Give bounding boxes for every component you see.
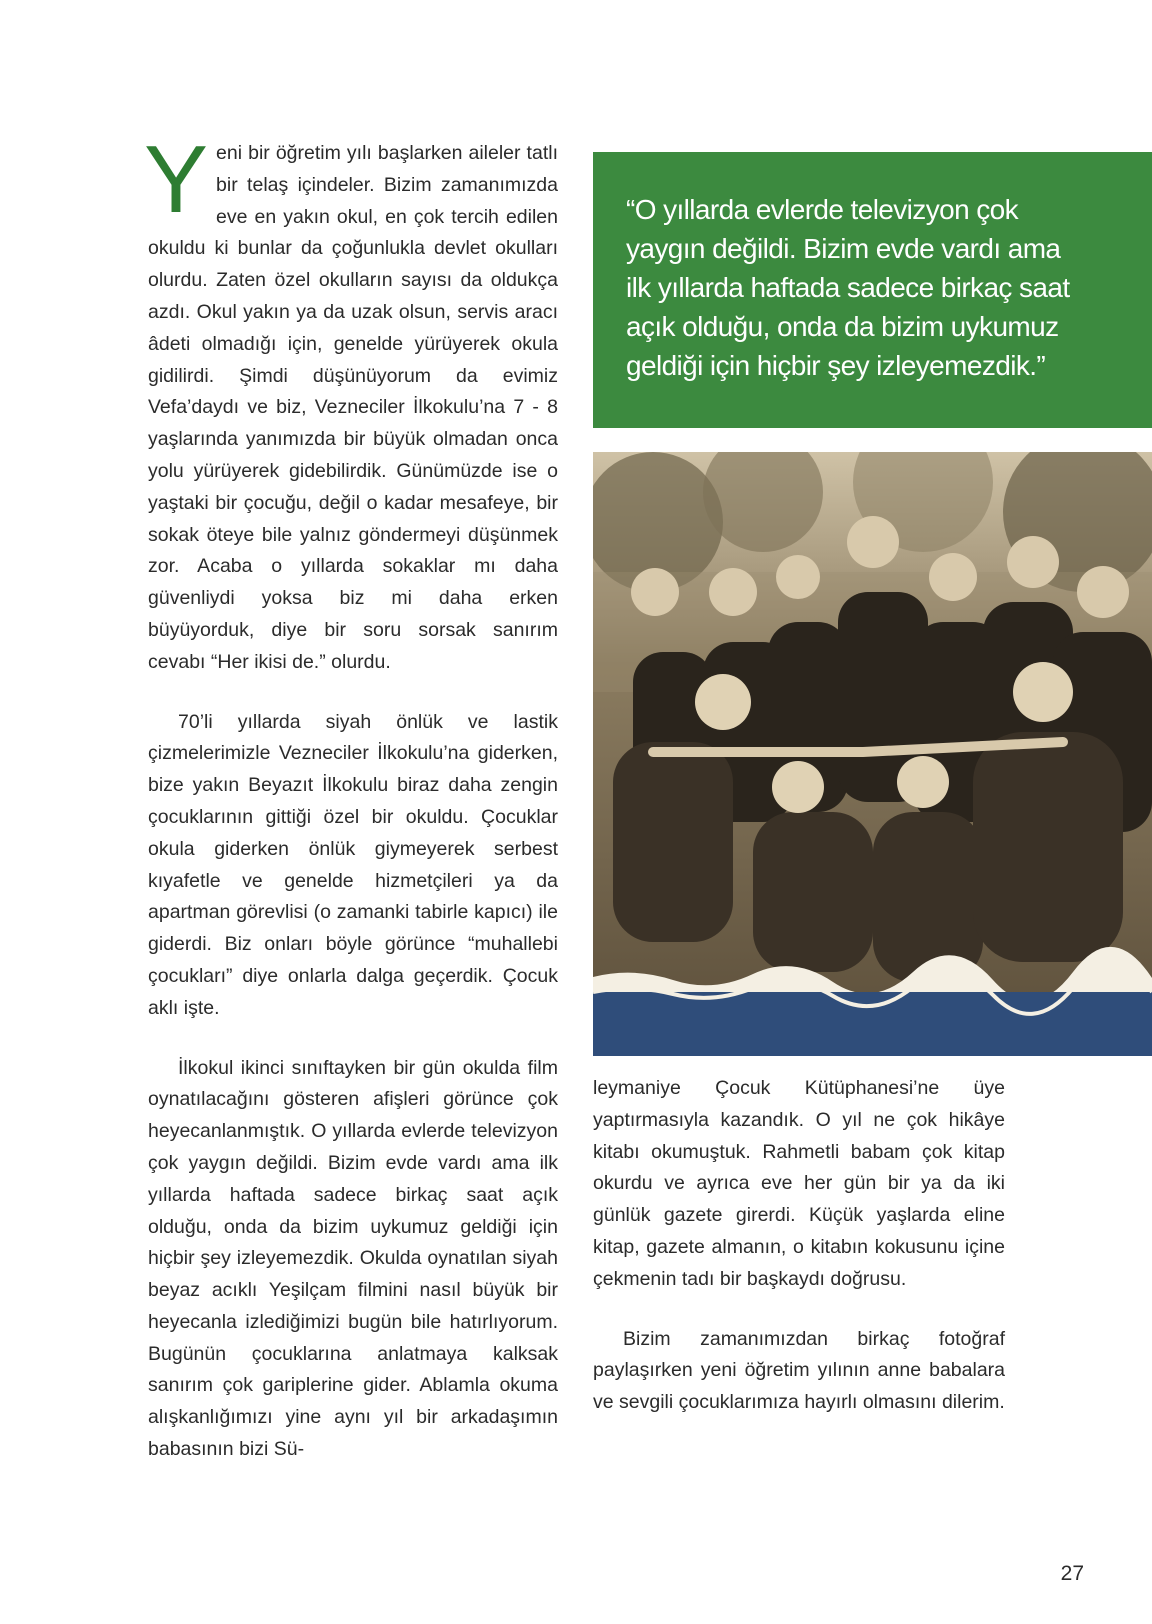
pull-quote-text: “O yıllarda evlerde televizyon çok yaygın değildi. Bizim evde vardı ama ilk yıllarda haftada sadece birkaç saat açık olduğu, onda da bizim uykumuz geldiği için hiçbir şey izleyemezdik.” [626, 194, 1070, 381]
paragraph-1-text: eni bir öğretim yılı başlarken aileler tatlı bir telaş içindeler. Bizim zamanımızda eve en yakın okul, en çok tercih edilen okuldu ki bunlar da çoğunlukla devlet okulları olurdu. Zaten özel okulların sayısı da oldukça azdı. Okul yakın ya da uzak olsun, servis aracı âdeti olmadığı için, genelde yürüyerek okula gidilirdi. Şimdi düşünüyorum da evimiz Vefa’daydı ve biz, Vezneciler İlkokulu’na 7 - 8 yaşlarında yanımızda bir büyük olmadan onca yolu yürüyerek gidebilirdik. Günümüzde ise o yaştaki bir çocuğu, değil o kadar mesafeye, bir sokak öteye bile yalnız göndermeyi düşünmek zor. Acaba o yıllarda sokaklar mı daha güvenliydi yoksa biz mi daha erken büyüyorduk, diye bir soru sorsak sanırım cevabı “Her ikisi de.” olurdu. [148, 142, 558, 673]
article-paragraph-1 [144, 126, 558, 679]
right-column [593, 1073, 1005, 1447]
article-paragraph-2: 70’li yıllarda siyah önlük ve lastik çizmelerimizle Vezneciler İlkokulu’na giderken, bize yakın Beyazıt İlkokulu biraz daha zengin çocuklarının gittiği özel bir okuldu. Çocuklar okula giderken önlük giymeyerek serbest kıyafetle ve genelde hizmetçileri ya da apartman görevlisi (o zamanki tabirle kapıcı) ile giderdi. Biz onları böyle görünce “muhallebi çocukları” diye onlarla dalga geçerdik. Çocuk aklı işte. [148, 710, 558, 1019]
left-column [144, 126, 558, 1494]
pull-quote-box [593, 152, 1152, 428]
drop-cap: Y [144, 126, 209, 233]
article-paragraph-4: Bizim zamanımızdan birkaç fotoğraf paylaşırken yeni öğretim yılının anne babalara ve sevgili çocuklarımıza hayırlı olmasını dilerim. [593, 1327, 1005, 1414]
page-number: 27 [1060, 1562, 1084, 1585]
group-photo [593, 452, 1152, 1056]
article-paragraph-3-continued: leymaniye Çocuk Kütüphanesi’ne üye yaptırmasıyla kazandık. O yıl ne çok hikâye kitabı okumuştuk. Rahmetli babam çok kitap okurdu ve ayrıca eve her gün bir ya da iki günlük gazete girerdi. Küçük yaşlarda eline kitap, gazete almanın, o kitabın kokusunu içine çekmenin tadı bir başkaydı doğrusu. [593, 1077, 1005, 1290]
group-photo-illustration [593, 452, 1152, 1056]
article-paragraph-3: İlkokul ikinci sınıftayken bir gün okulda film oynatılacağını gösteren afişleri görünce çok heyecanlanmıştık. O yıllarda evlerde televizyon çok yaygın değildi. Bizim evde vardı ama ilk yıllarda haftada sadece birkaç saat açık olduğu, onda da bizim uykumuz geldiği için hiçbir şey izleyemezdik. Okulda oynatılan siyah beyaz acıklı Yeşilçam filmini nasıl büyük bir heyecanla izlediğimizi bugün bile hatırlıyorum. Bugünün çocuklarına anlatmaya kalksak sanırım çok gariplerine gider. Ablamla okuma alışkanlığımızı yine aynı yıl bir arkadaşımın babasının bizi Sü- [148, 1056, 558, 1461]
